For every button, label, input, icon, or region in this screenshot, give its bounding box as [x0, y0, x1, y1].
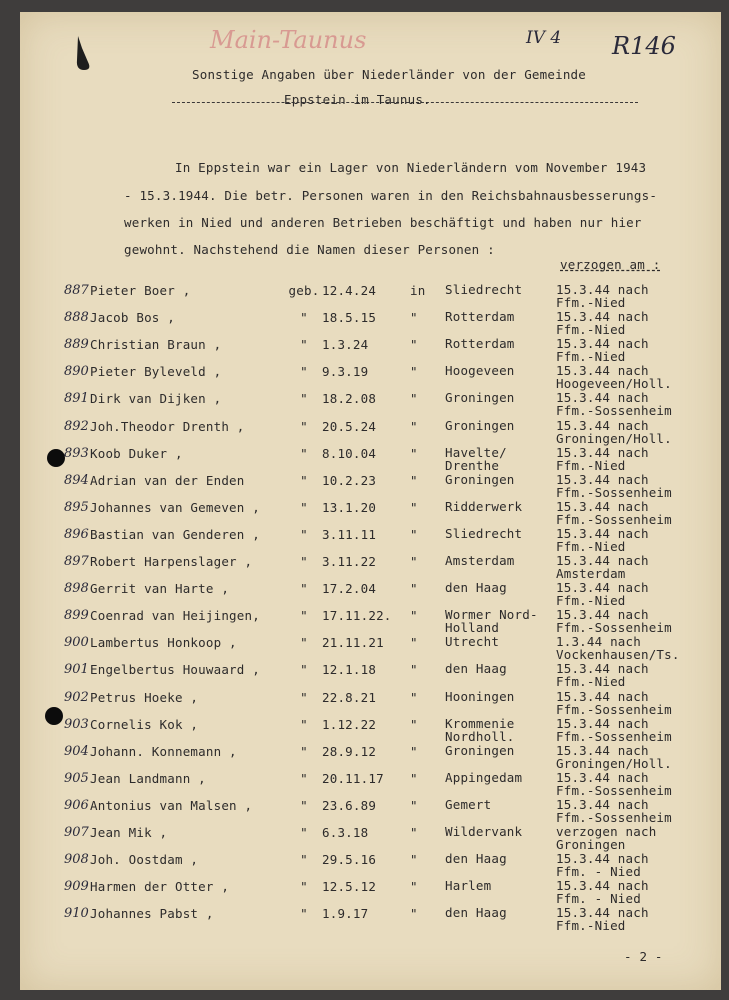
born-in: " [410, 310, 418, 326]
birth-date: 3.11.11 [322, 526, 377, 542]
birth-date-cell [286, 283, 406, 298]
handwritten-number: 888 [64, 310, 89, 326]
person-name: Antonius van Malsen , [90, 797, 253, 813]
person-name: Joh.Theodor Drenth , [90, 418, 245, 434]
table-row [20, 500, 721, 527]
born-in: " [410, 689, 418, 705]
handwritten-number: 887 [64, 283, 89, 298]
table-row [20, 419, 721, 446]
handwritten-number: 906 [64, 797, 89, 813]
table-row [20, 852, 721, 879]
moved-info: 15.3.44 nach Ffm.-Nied [556, 282, 649, 310]
birth-prefix: " [300, 743, 308, 759]
person-name: Bastian van Genderen , [90, 526, 260, 542]
birth-date: 9.3.19 [322, 364, 369, 380]
handwritten-number: 897 [64, 554, 89, 569]
birth-date-cell [286, 690, 406, 705]
birth-date: 6.3.18 [322, 825, 369, 840]
handwritten-number: 908 [64, 852, 89, 868]
moved-info: 15.3.44 nach Ffm.-Sossenheim [556, 498, 672, 527]
birth-date: 20.11.17 [322, 770, 384, 786]
birthplace: Groningen [445, 471, 515, 487]
person-name: Johannes van Gemeven , [90, 499, 260, 515]
birthplace: Ridderwerk [445, 498, 523, 514]
moved-info: 15.3.44 nach Ffm.-Sossenheim [556, 471, 672, 500]
birth-prefix: " [300, 689, 308, 705]
born-in: " [410, 852, 418, 868]
born-in: " [410, 662, 418, 678]
person-name: Jean Mik , [90, 825, 168, 840]
birth-date: 29.5.16 [322, 852, 377, 868]
born-in: " [410, 608, 418, 624]
born-in: " [410, 526, 418, 542]
birth-date: 17.11.22. [322, 608, 392, 624]
birthplace: Havelte/ Drenthe [445, 444, 507, 473]
birth-prefix: " [300, 608, 308, 624]
birthplace: Rotterdam [445, 309, 515, 325]
born-in: " [410, 499, 418, 515]
born-in: " [410, 445, 418, 461]
birth-prefix: " [300, 635, 308, 651]
birthplace: Rotterdam [445, 336, 515, 352]
moved-info: 15.3.44 nach Ffm.-Sossenheim [556, 607, 672, 636]
birthplace: Wormer Nord- Holland [445, 607, 538, 636]
moved-info: 15.3.44 nach Ffm.-Sossenheim [556, 688, 672, 717]
handwritten-number: 900 [64, 635, 89, 651]
birth-date-cell [286, 310, 406, 325]
moved-info: verzogen nach Groningen [556, 824, 657, 852]
birth-prefix: " [300, 770, 308, 786]
moved-info: 15.3.44 nach Ffm.-Nied [556, 905, 649, 934]
handwritten-number: 890 [64, 364, 89, 380]
person-name: Pieter Boer , [90, 283, 191, 298]
intro-line-3: werken in Nied und anderen Betrieben beschäftigt und haben nur hier [124, 215, 642, 230]
person-name: Harmen der Otter , [90, 879, 230, 895]
birth-date-cell [286, 473, 406, 488]
birth-prefix: " [300, 445, 308, 461]
handwritten-number: 896 [64, 526, 89, 542]
table-row [20, 473, 721, 500]
handwritten-number: 891 [64, 391, 89, 407]
birth-date: 28.9.12 [322, 743, 377, 759]
person-name: Christian Braun , [90, 337, 222, 353]
handwritten-number: 893 [64, 445, 89, 461]
reference-number: R146 [612, 32, 676, 60]
handwritten-number: 910 [64, 906, 89, 922]
birth-date-cell [286, 662, 406, 677]
handwritten-number: 894 [64, 472, 89, 488]
page-number: - 2 - [624, 949, 663, 964]
birth-prefix: " [300, 472, 308, 488]
handwritten-number: 905 [64, 770, 89, 786]
birth-date-cell [286, 500, 406, 515]
column-header-moved: verzogen am : [560, 257, 661, 272]
birth-date-cell [286, 771, 406, 786]
handwritten-number: 898 [64, 581, 89, 597]
table-row [20, 906, 721, 933]
person-name: Gerrit van Harte , [90, 581, 230, 597]
born-in: " [410, 879, 418, 895]
handwritten-number: 892 [64, 418, 89, 434]
table-row [20, 879, 721, 906]
birthplace: Amsterdam [445, 553, 515, 568]
birthplace: Hooningen [445, 688, 515, 704]
handwritten-number: 904 [64, 743, 89, 759]
table-row [20, 798, 721, 825]
moved-info: 15.3.44 nach Hoogeveen/Holl. [556, 363, 672, 392]
birth-date-cell [286, 717, 406, 732]
person-name: Coenrad van Heijingen, [90, 608, 260, 624]
birth-prefix: " [300, 797, 308, 813]
birth-date: 20.5.24 [322, 418, 377, 434]
person-name: Johannes Pabst , [90, 906, 214, 922]
birthplace: Wildervank [445, 824, 523, 839]
birth-prefix: " [300, 310, 308, 326]
birth-date-cell [286, 364, 406, 379]
handwritten-number: 901 [64, 662, 89, 678]
table-row [20, 825, 721, 852]
born-in: " [410, 581, 418, 597]
handwritten-mark: IV 4 [526, 28, 562, 48]
moved-info: 15.3.44 nach Ffm.-Nied [556, 661, 649, 690]
person-name: Lambertus Honkoop , [90, 635, 237, 651]
birth-prefix: " [300, 879, 308, 895]
moved-info: 1.3.44 nach Vockenhausen/Ts. [556, 634, 680, 663]
person-name: Jean Landmann , [90, 770, 206, 786]
birth-prefix: " [300, 526, 308, 542]
born-in: " [410, 472, 418, 488]
table-row [20, 771, 721, 798]
born-in: in [410, 283, 426, 298]
table-row [20, 744, 721, 771]
document-page [20, 12, 721, 990]
birthplace: den Haag [445, 580, 507, 596]
birth-date-cell [286, 581, 406, 596]
birthplace: Appingedam [445, 769, 523, 785]
birth-prefix: geb. [288, 283, 320, 298]
birth-date-cell [286, 419, 406, 434]
birthplace: den Haag [445, 905, 507, 921]
birth-date-cell [286, 825, 406, 840]
handwritten-number: 889 [64, 337, 89, 353]
born-in: " [410, 770, 418, 786]
moved-info: 15.3.44 nach Ffm.-Sossenheim [556, 796, 672, 825]
born-in: " [410, 635, 418, 651]
person-name: Petrus Hoeke , [90, 689, 199, 705]
moved-info: 15.3.44 nach Ffm.-Sossenheim [556, 769, 672, 798]
red-handwritten-note: Main-Taunus [210, 26, 367, 54]
birth-date: 10.2.23 [322, 472, 377, 488]
born-in: " [410, 743, 418, 759]
handwritten-number: 909 [64, 879, 89, 895]
intro-line-2: - 15.3.1944. Die betr. Personen waren in den Reichsbahnausbesserungs- [124, 188, 658, 203]
birth-date-cell [286, 554, 406, 569]
birthplace: den Haag [445, 851, 507, 867]
moved-info: 15.3.44 nach Ffm.-Sossenheim [556, 715, 672, 744]
moved-info: 15.3.44 nach Ffm.-Sossenheim [556, 390, 672, 419]
heading-line-2: Eppstein im Taunus. [284, 92, 431, 107]
birth-date: 8.10.04 [322, 445, 377, 461]
birth-prefix: " [300, 662, 308, 678]
born-in: " [410, 337, 418, 353]
table-row [20, 391, 721, 418]
birth-prefix: " [300, 554, 308, 569]
birthplace: Harlem [445, 878, 492, 894]
birthplace: Groningen [445, 742, 515, 758]
handwritten-number: 903 [64, 716, 89, 732]
birthplace: Hoogeveen [445, 363, 515, 379]
born-in: " [410, 906, 418, 922]
birthplace: Sliedrecht [445, 525, 523, 541]
moved-info: 15.3.44 nach Ffm.-Nied [556, 444, 649, 473]
birth-date-cell [286, 879, 406, 894]
table-row [20, 690, 721, 717]
birth-date: 12.4.24 [322, 283, 377, 298]
birthplace: den Haag [445, 661, 507, 677]
birth-date-cell [286, 635, 406, 650]
born-in: " [410, 418, 418, 434]
handwritten-number: 895 [64, 499, 89, 515]
moved-info: 15.3.44 nach Groningen/Holl. [556, 742, 672, 771]
moved-info: 15.3.44 nach Ffm.-Nied [556, 309, 649, 338]
birth-prefix: " [300, 391, 308, 407]
born-in: " [410, 797, 418, 813]
birthplace: Utrecht [445, 634, 500, 650]
birth-date: 1.9.17 [322, 906, 369, 922]
person-name: Dirk van Dijken , [90, 391, 222, 407]
birthplace: Krommenie Nordholl. [445, 715, 515, 744]
ink-blot-icon [72, 34, 94, 74]
person-name: Pieter Byleveld , [90, 364, 222, 380]
birth-date-cell [286, 337, 406, 352]
birth-date-cell [286, 906, 406, 921]
table-row [20, 283, 721, 310]
table-row [20, 446, 721, 473]
birth-prefix: " [300, 716, 308, 732]
table-row [20, 364, 721, 391]
birth-date: 12.1.18 [322, 662, 377, 678]
person-name: Jacob Bos , [90, 310, 175, 326]
birth-date-cell [286, 744, 406, 759]
birth-prefix: " [300, 337, 308, 353]
birth-date: 3.11.22 [322, 554, 377, 569]
birth-date-cell [286, 798, 406, 813]
person-name: Joh. Oostdam , [90, 852, 199, 868]
birth-date: 18.5.15 [322, 310, 377, 326]
moved-info: 15.3.44 nach Ffm.-Nied [556, 525, 649, 554]
intro-line-1: In Eppstein war ein Lager von Niederländern vom November 1943 [175, 160, 647, 175]
birth-date: 21.11.21 [322, 635, 384, 651]
table-row [20, 527, 721, 554]
birth-prefix: " [300, 852, 308, 868]
born-in: " [410, 825, 418, 840]
table-row [20, 554, 721, 581]
moved-info: 15.3.44 nach Ffm.-Nied [556, 580, 649, 609]
born-in: " [410, 391, 418, 407]
table-row [20, 581, 721, 608]
person-name: Robert Harpenslager , [90, 554, 253, 569]
birth-prefix: " [300, 581, 308, 597]
birth-date: 23.6.89 [322, 797, 377, 813]
heading-line-1: Sonstige Angaben über Niederländer von der Gemeinde [192, 67, 587, 82]
table-row [20, 635, 721, 662]
intro-line-4: gewohnt. Nachstehend die Namen dieser Personen : [124, 242, 495, 257]
born-in: " [410, 364, 418, 380]
birthplace: Gemert [445, 796, 492, 812]
birth-date: 18.2.08 [322, 391, 377, 407]
moved-info: 15.3.44 nach Ffm. - Nied [556, 851, 649, 880]
birth-date-cell [286, 608, 406, 623]
birth-prefix: " [300, 364, 308, 380]
table-row [20, 310, 721, 337]
birth-prefix: " [300, 825, 308, 840]
handwritten-number: 899 [64, 608, 89, 624]
person-name: Johann. Konnemann , [90, 743, 237, 759]
handwritten-number: 902 [64, 689, 89, 705]
person-name: Koob Duker , [90, 445, 183, 461]
table-row [20, 662, 721, 689]
moved-info: 15.3.44 nach Ffm.-Nied [556, 336, 649, 365]
born-in: " [410, 716, 418, 732]
person-name: Engelbertus Houwaard , [90, 662, 260, 678]
birth-prefix: " [300, 418, 308, 434]
birth-date: 17.2.04 [322, 581, 377, 597]
handwritten-number: 907 [64, 825, 89, 840]
moved-info: 15.3.44 nach Amsterdam [556, 553, 649, 581]
person-name: Cornelis Kok , [90, 716, 199, 732]
birth-date: 1.12.22 [322, 716, 377, 732]
born-in: " [410, 554, 418, 569]
birth-prefix: " [300, 906, 308, 922]
table-row [20, 608, 721, 635]
birth-date: 1.3.24 [322, 337, 369, 353]
birth-date-cell [286, 852, 406, 867]
birthplace: Groningen [445, 417, 515, 433]
table-row [20, 717, 721, 744]
birth-date-cell [286, 446, 406, 461]
birth-date: 12.5.12 [322, 879, 377, 895]
birth-date-cell [286, 391, 406, 406]
moved-info: 15.3.44 nach Ffm. - Nied [556, 878, 649, 907]
person-name: Adrian van der Enden [90, 472, 245, 488]
moved-info: 15.3.44 nach Groningen/Holl. [556, 417, 672, 446]
birth-date-cell [286, 527, 406, 542]
birth-prefix: " [300, 499, 308, 515]
birthplace: Groningen [445, 390, 515, 406]
birth-date: 22.8.21 [322, 689, 377, 705]
birth-date: 13.1.20 [322, 499, 377, 515]
table-row [20, 337, 721, 364]
birthplace: Sliedrecht [445, 282, 523, 297]
